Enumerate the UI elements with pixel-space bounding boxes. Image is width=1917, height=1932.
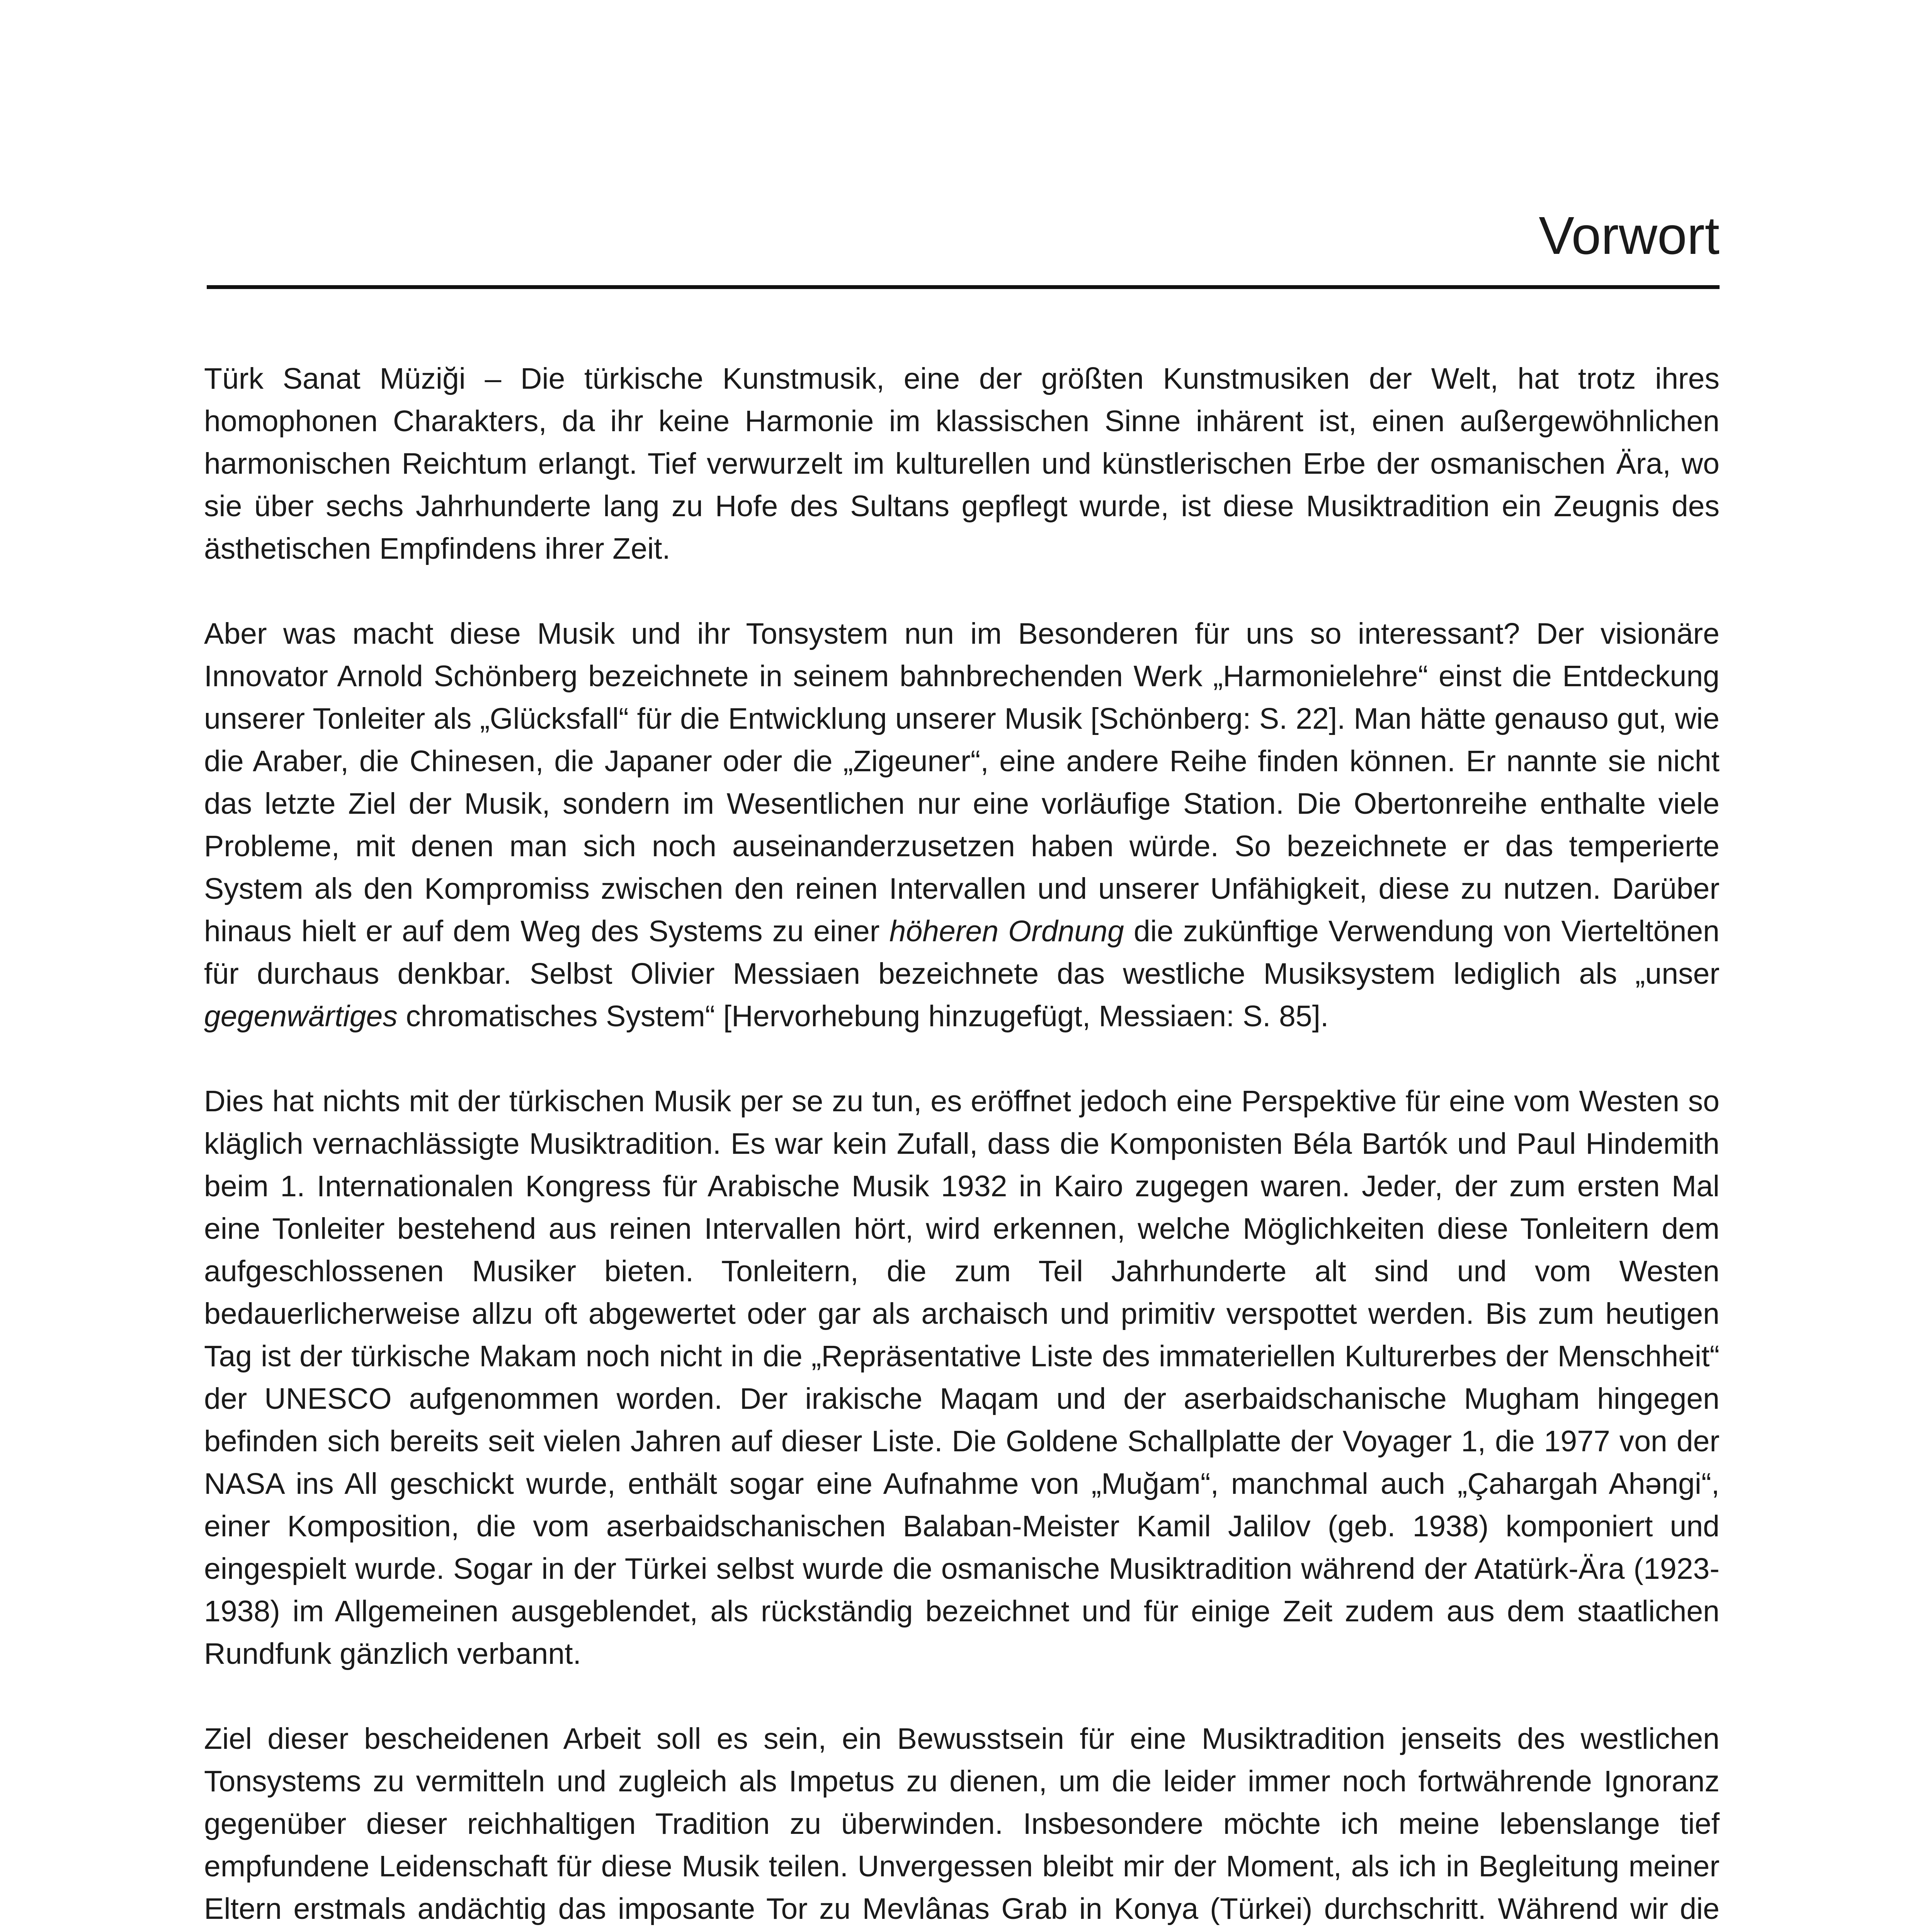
paragraph-3-text: Dies hat nichts mit der türkischen Musik per se zu tun, es eröffnet jedoch eine Perspektive für eine vom Westen so kläglich vernachlässigte Musiktradition. Es war kein Zufall, dass die Komponisten Béla Bartók und Paul Hindemith beim 1. Internationalen Kongress für Arabische Musik 1932 in Kairo zugegen waren. Jeder, der zum ersten Mal eine Tonleiter bestehend aus reinen Intervallen hört, wird erkennen, welche Möglichkeiten diese Tonleitern dem aufgeschlossenen Musiker bieten. Tonleitern, die zum Teil Jahrhunderte alt sind und vom Westen bedauerlicherweise allzu oft abgewertet oder gar als archaisch und primitiv verspottet werden. Bis zum heutigen Tag ist der türkische Makam noch nicht in die „Repräsentative Liste des immateriellen Kulturerbes der Menschheit“ der UNESCO aufgenommen worden. Der irakische Maqam und der aserbaidschanische Mugham hingegen befinden sich bereits seit vielen Jahren auf dieser Liste. Die Goldene Schallplatte der Voyager 1, die 1977 von der NASA ins All geschickt wurde, enthält sogar eine Aufnahme von „Muğam“, manchmal auch „Çahargah Ahəngi“, einer Komposition, die vom aserbaidschanischen Balaban-Meister Kamil Jalilov (geb. 1938) komponiert und eingespielt wurde. Sogar in der Türkei selbst wurde die osmanische Musiktradition während der Atatürk-Ära (1923-1938) im Allgemeinen ausgeblendet, als rückständig bezeichnet und für einige Zeit zudem aus dem staatlichen Rundfunk gänzlich verbannt.: [204, 1085, 1720, 1670]
paragraph-2: [204, 612, 1720, 1037]
paragraph-2-text-c: chromatisches System“ [Hervorhebung hinzugefügt, Messiaen: S. 85].: [397, 1000, 1329, 1033]
paragraph-3: [204, 1080, 1720, 1675]
paragraph-4-text: Ziel dieser bescheidenen Arbeit soll es sein, ein Bewusstsein für eine Musiktradition jenseits des westlichen Tonsystems zu vermitteln und zugleich als Impetus zu dienen, um die leider immer noch fortwährende Ignoranz gegenüber dieser reichhaltigen Tradition zu überwinden. Insbesondere möchte ich meine lebenslange tief empfundene Leidenschaft für diese Musik teilen. Unvergessen bleibt mir der Moment, als ich in Begleitung meiner Eltern erstmals andächtig das imposante Tor zu Mevlânas Grab in Konya (Türkei) durchschritt. Während wir die: [204, 1722, 1720, 1925]
paragraph-4: [204, 1718, 1720, 1932]
title-underline: [207, 285, 1720, 289]
paragraph-2-text-b: die zukünftige Verwendung von Vierteltönen für durchaus denkbar. Selbst Olivier Messiaen bezeichnete das westliche Musiksystem lediglich als „unser: [204, 915, 1720, 990]
paragraph-2-text-a: Aber was macht diese Musik und ihr Tonsystem nun im Besonderen für uns so interessant? Der visionäre Innovator Arnold Schönberg bezeichnete in seinem bahnbrechenden Werk „Harmonielehre“ einst die Entdeckung unserer Tonleiter als „Glücksfall“ für die Entwicklung unserer Musik [Schönberg: S. 22]. Man hätte genauso gut, wie die Araber, die Chinesen, die Japaner oder die „Zigeuner“, eine andere Reihe finden können. Er nannte sie nicht das letzte Ziel der Musik, sondern im Wesentlichen nur eine vorläufige Station. Die Obertonreihe enthalte viele Probleme, mit denen man sich noch auseinanderzusetzen haben würde. So bezeichnete er das temperierte System als den Kompromiss zwischen den reinen Intervallen und unserer Unfähigkeit, diese zu nutzen. Darüber hinaus hielt er auf dem Weg des Systems zu einer: [204, 617, 1720, 948]
paragraph-1: [204, 357, 1720, 570]
paragraph-1-text: Türk Sanat Müziği – Die türkische Kunstmusik, eine der größten Kunstmusiken der Welt, hat trotz ihres homophonen Charakters, da ihr keine Harmonie im klassischen Sinne inhärent ist, einen außergewöhnlichen harmonischen Reichtum erlangt. Tief verwurzelt im kulturellen und künstlerischen Erbe der osmanischen Ära, wo sie über sechs Jahrhunderte lang zu Hofe des Sultans gepflegt wurde, ist diese Musiktradition ein Zeugnis des ästhetischen Empfindens ihrer Zeit.: [204, 362, 1720, 565]
emphasis-gegenwaertiges: gegenwärtiges: [204, 1000, 398, 1033]
preface-body: [204, 357, 1720, 1932]
page-title: Vorwort: [1539, 206, 1720, 265]
emphasis-hoeheren-ordnung: höheren Ordnung: [889, 915, 1124, 948]
